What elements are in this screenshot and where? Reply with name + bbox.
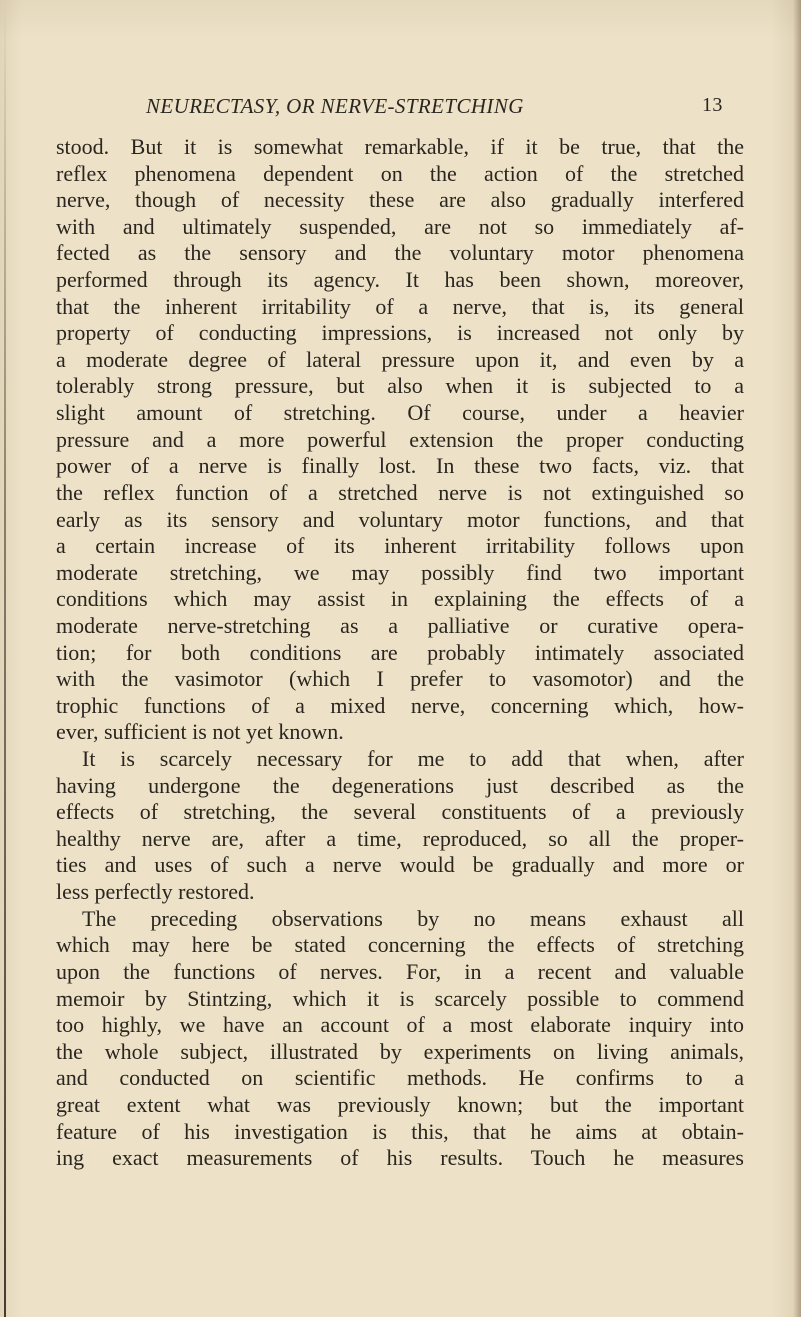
text-line: tolerably strong pressure, but also when it is subjected to a (56, 373, 744, 399)
text-line: effects of stretching, the several constituents of a previously (56, 799, 744, 825)
text-line: and conducted on scientific methods. He confirms to a (56, 1065, 744, 1091)
text-line: upon the functions of nerves. For, in a recent and valuable (56, 958, 744, 984)
text-line: performed through its agency. It has been shown, moreover, (56, 267, 744, 293)
text-line: power of a nerve is finally lost. In these two facts, viz. that (56, 453, 744, 479)
text-line: great extent what was previously known; but the important (56, 1091, 744, 1117)
text-line: having undergone the degenerations just described as the (56, 772, 744, 798)
page-gutter-edge (4, 0, 6, 1317)
text-line: slight amount of stretching. Of course, under a heavier (56, 400, 744, 426)
text-line: with the vasimotor (which I prefer to vasomotor) and the (56, 666, 744, 692)
text-line: too highly, we have an account of a most elaborate inquiry into (56, 1012, 744, 1038)
text-line: ing exact measurements of his results. Touch he measures (56, 1145, 744, 1171)
text-line: a certain increase of its inherent irritability follows upon (56, 533, 744, 559)
text-line: trophic functions of a mixed nerve, concerning which, how- (56, 692, 744, 718)
page-outer-edge (793, 0, 801, 1317)
text-line: with and ultimately suspended, are not so immediately af- (56, 213, 744, 239)
text-line: tion; for both conditions are probably intimately associated (56, 639, 744, 665)
text-line: feature of his investigation is this, that he aims at obtain- (56, 1118, 744, 1144)
text-line: a moderate degree of lateral pressure upon it, and even by a (56, 346, 744, 372)
running-head-title: NEURECTASY, OR NERVE-STRETCHING (146, 94, 524, 118)
text-line: pressure and a more powerful extension the proper conducting (56, 426, 744, 452)
text-line: It is scarcely necessary for me to add that when, after (82, 746, 744, 772)
text-line: ties and uses of such a nerve would be gradually and more or (56, 852, 744, 878)
text-line: conditions which may assist in explaining the effects of a (56, 586, 744, 612)
text-line: The preceding observations by no means exhaust all (82, 905, 744, 931)
body-text (56, 134, 744, 1172)
text-line: property of conducting impressions, is increased not only by (56, 320, 744, 346)
text-line: that the inherent irritability of a nerve, that is, its general (56, 293, 744, 319)
page-number: 13 (702, 94, 723, 116)
text-line: fected as the sensory and the voluntary motor phenomena (56, 240, 744, 266)
text-line: the whole subject, illustrated by experiments on living animals, (56, 1038, 744, 1064)
running-head (146, 94, 746, 124)
text-line: early as its sensory and voluntary motor functions, and that (56, 506, 744, 532)
text-line: which may here be stated concerning the effects of stretching (56, 932, 744, 958)
text-line: moderate stretching, we may possibly find two important (56, 559, 744, 585)
text-line: less perfectly restored. (56, 879, 255, 905)
text-line: ever, sufficient is not yet known. (56, 719, 344, 745)
text-line: reflex phenomena dependent on the action of the stretched (56, 160, 744, 186)
text-line: the reflex function of a stretched nerve is not extinguished so (56, 479, 744, 505)
text-line: stood. But it is somewhat remarkable, if it be true, that the (56, 134, 744, 159)
text-line: memoir by Stintzing, which it is scarcely possible to commend (56, 985, 744, 1011)
text-line: moderate nerve-stretching as a palliative or curative opera- (56, 612, 744, 638)
text-line: nerve, though of necessity these are also gradually interfered (56, 187, 744, 213)
text-line: healthy nerve are, after a time, reproduced, so all the proper- (56, 825, 744, 851)
